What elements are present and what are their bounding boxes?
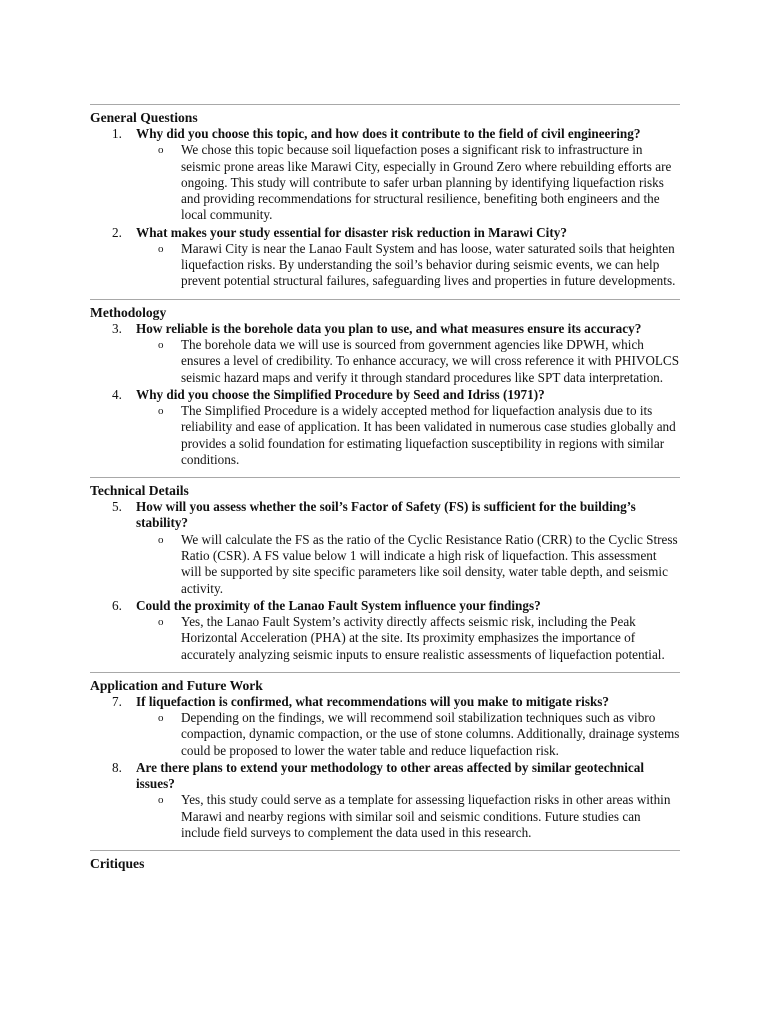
question-item xyxy=(90,694,680,710)
section-heading: Methodology xyxy=(90,304,167,320)
question-text: Are there plans to extend your methodology to other areas affected by similar geotechnical issues? xyxy=(136,760,645,792)
section-critiques xyxy=(90,850,680,872)
bullet-icon: o xyxy=(158,144,164,157)
section-general-questions xyxy=(90,104,680,290)
bullet-icon: o xyxy=(158,533,164,546)
answer-text: The Simplified Procedure is a widely accepted method for liquefaction analysis due to its reliability and ease of application. It has been validated in numerous case studies globally and provides a solid foundation for estimating liquefaction susceptibility in regions with similar conditions. xyxy=(181,403,676,467)
answer-item xyxy=(90,403,680,468)
bullet-icon: o xyxy=(158,242,164,255)
bullet-icon: o xyxy=(158,616,164,629)
bullet-icon: o xyxy=(158,338,164,351)
answer-item xyxy=(90,710,680,759)
bullet-icon: o xyxy=(158,794,164,807)
answer-item xyxy=(90,792,680,841)
question-item xyxy=(90,499,680,531)
section-heading: General Questions xyxy=(90,110,198,125)
question-number: 7. xyxy=(112,693,122,709)
question-number: 3. xyxy=(112,320,122,336)
question-text: Why did you choose the Simplified Procedure by Seed and Idriss (1971)? xyxy=(136,386,545,402)
question-number: 4. xyxy=(112,386,122,402)
section-heading: Technical Details xyxy=(90,483,189,499)
answer-text: Yes, the Lanao Fault System’s activity directly affects seismic risk, including the Peak Horizontal Acceleration (PHA) at the site. Its proximity emphasizes the importance of accurately analyzing seismic inputs to ensure realistic assessments of liquefaction potential. xyxy=(181,614,665,662)
question-number: 2. xyxy=(112,224,122,240)
answer-text: Marawi City is near the Lanao Fault System and has loose, water saturated soils that heighten liquefaction risks. By understanding the soil’s behavior during seismic events, we can help prevent potential structural failures, safeguarding lives and properties in future developments. xyxy=(181,240,676,289)
document-page xyxy=(90,104,680,881)
bullet-icon: o xyxy=(158,405,164,418)
question-number: 8. xyxy=(112,760,122,776)
section-heading: Application and Future Work xyxy=(90,677,263,693)
answer-item xyxy=(90,614,680,663)
question-item xyxy=(90,225,680,241)
question-item xyxy=(90,598,680,614)
question-text: What makes your study essential for disaster risk reduction in Marawi City? xyxy=(136,224,567,240)
answer-text: Depending on the findings, we will recommend soil stabilization techniques such as vibro compaction, dynamic compaction, or the use of stone columns. Additionally, drainage systems could be proposed to lower the water table and reduce liquefaction risk. xyxy=(181,710,680,758)
answer-item xyxy=(90,337,680,386)
question-item xyxy=(90,321,680,337)
question-text: Could the proximity of the Lanao Fault System influence your findings? xyxy=(136,597,541,613)
section-methodology xyxy=(90,299,680,468)
question-number: 1. xyxy=(112,126,122,141)
answer-item xyxy=(90,241,680,290)
question-text: How reliable is the borehole data you plan to use, and what measures ensure its accuracy? xyxy=(136,320,642,336)
question-item xyxy=(90,760,680,792)
question-text: If liquefaction is confirmed, what recommendations will you make to mitigate risks? xyxy=(136,693,610,709)
answer-text: Yes, this study could serve as a template for assessing liquefaction risks in other areas within Marawi and nearby regions with similar soil and seismic conditions. Future studies can include field surveys to complement the data used in this research. xyxy=(181,792,671,841)
answer-text: The borehole data we will use is sourced from government agencies like DPWH, which ensures a level of credibility. To enhance accuracy, we will cross reference it with PHIVOLCS seismic hazard maps and verify it through standard procedures like SPT data interpretation. xyxy=(181,336,680,385)
bullet-icon: o xyxy=(158,712,164,725)
section-technical-details xyxy=(90,477,680,663)
question-number: 6. xyxy=(112,597,122,613)
answer-item xyxy=(90,142,680,223)
question-item xyxy=(90,126,680,142)
section-application-future-work xyxy=(90,672,680,841)
answer-text: We chose this topic because soil liquefaction poses a significant risk to infrastructure in seismic prone areas like Marawi City, especially in Ground Zero where rebuilding efforts are ongoing. This study will contribute to safer urban planning by identifying liquefaction risks and providing recommendations for structural resilience, benefiting both engineers and the local community. xyxy=(181,142,672,223)
answer-item xyxy=(90,532,680,597)
answer-text: We will calculate the FS as the ratio of the Cyclic Resistance Ratio (CRR) to the Cyclic Stress Ratio (CSR). A FS value below 1 will indicate a high risk of liquefaction. This assessment will be supported by site specific parameters like soil density, water table depth, and seismic activity. xyxy=(181,531,678,596)
question-item xyxy=(90,387,680,403)
question-number: 5. xyxy=(112,499,122,515)
section-heading: Critiques xyxy=(90,856,145,872)
question-text: Why did you choose this topic, and how does it contribute to the field of civil engineering? xyxy=(136,126,641,141)
question-text: How will you assess whether the soil’s Factor of Safety (FS) is sufficient for the building’s stability? xyxy=(136,499,636,531)
